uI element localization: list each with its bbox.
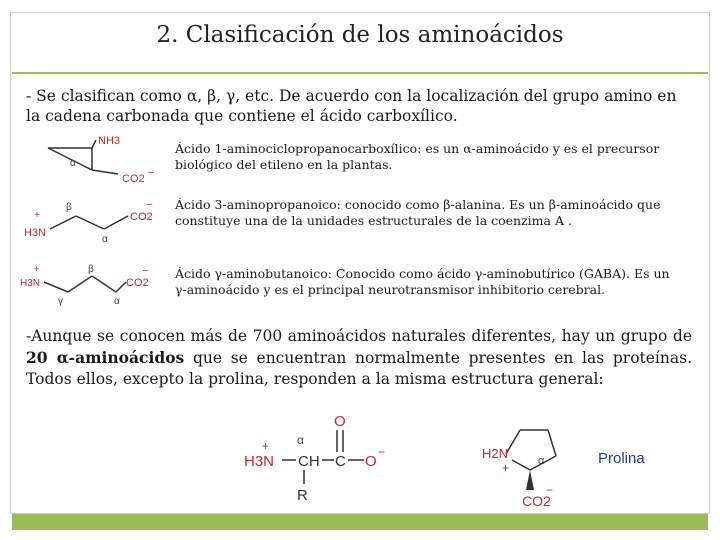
o-label: O — [334, 413, 346, 430]
caption-acc: Ácido 1-aminociclopropanocarboxílico: es un α-aminoácido y es el precursor biológico del etileno en la plantas. — [175, 141, 660, 172]
beta-label: β — [66, 202, 72, 213]
c-label: C — [335, 453, 346, 470]
gamma-label: γ — [58, 296, 63, 306]
structure-acc — [30, 130, 170, 190]
alpha-label: α — [114, 296, 120, 306]
co2-label: CO2 — [130, 211, 153, 223]
wedge-bond — [526, 470, 534, 490]
paragraph-text-start: -Aunque se conocen más de 700 aminoácidos naturales diferentes, hay un grupo de — [26, 327, 692, 345]
minus-sign: − — [148, 167, 155, 179]
o-minus-label: O — [365, 453, 377, 470]
co2-label: CO2 — [522, 493, 551, 509]
minus-sign: − — [146, 199, 153, 211]
title-divider — [12, 72, 708, 74]
footer-bar — [12, 514, 708, 530]
proline-label: Prolina — [598, 450, 645, 467]
alpha-label: α — [297, 433, 304, 447]
structure-general-amino-acid — [236, 412, 406, 507]
co2-label: CO2 — [122, 173, 145, 185]
paragraph-text-end: que se encuentran normalmente presentes en las proteínas. Todos ellos, excepto la prolina, responden a la misma estructura general: — [26, 349, 692, 388]
plus-sign: + — [262, 439, 270, 453]
minus-sign: − — [142, 265, 149, 277]
plus-sign: + — [502, 461, 510, 475]
r-label: R — [297, 487, 308, 504]
general-paragraph — [26, 326, 692, 390]
paragraph-bold: 20 α-aminoácidos — [26, 348, 185, 367]
alpha-label: α — [70, 158, 76, 169]
h3n-label: H3N — [244, 453, 275, 470]
alpha-label: α — [102, 234, 108, 245]
caption-beta-alanine: Ácido 3-aminopropanoico: conocido como β-alanina. Es un β-aminoácido que constituye una de la unidades estructurales de la coenzima A . — [175, 197, 661, 228]
caption-gaba: Ácido γ-aminobutanoico: Conocido como ácido γ-aminobutírico (GABA). Es un γ-aminoácido y es el principal neurotransmisor inhibitorio cerebral. — [175, 266, 670, 297]
minus-sign: − — [546, 483, 554, 497]
intro-text: - Se clasifican como α, β, γ, etc. De acuerdo con la localización del grupo amino en la cadena carbonada que contiene el ácido carboxílico. — [26, 87, 677, 125]
plus-sign: + — [34, 210, 40, 221]
beta-label: β — [88, 264, 94, 275]
minus-sign: − — [378, 445, 386, 459]
ch-label: CH — [298, 453, 320, 470]
nh3-label: NH3 — [98, 135, 121, 147]
structure-gaba — [18, 262, 168, 306]
plus-sign: + — [34, 264, 40, 274]
alpha-label: α — [538, 455, 545, 467]
h2n-label: H2N — [482, 446, 509, 461]
slide-title: 2. Clasificación de los aminoácidos — [156, 22, 564, 48]
h3n-label: H3N — [24, 227, 47, 239]
structure-proline — [478, 412, 598, 512]
h3n-label: H3N — [20, 278, 41, 289]
co2-label: CO2 — [126, 277, 149, 289]
structure-beta-alanine — [20, 196, 170, 246]
